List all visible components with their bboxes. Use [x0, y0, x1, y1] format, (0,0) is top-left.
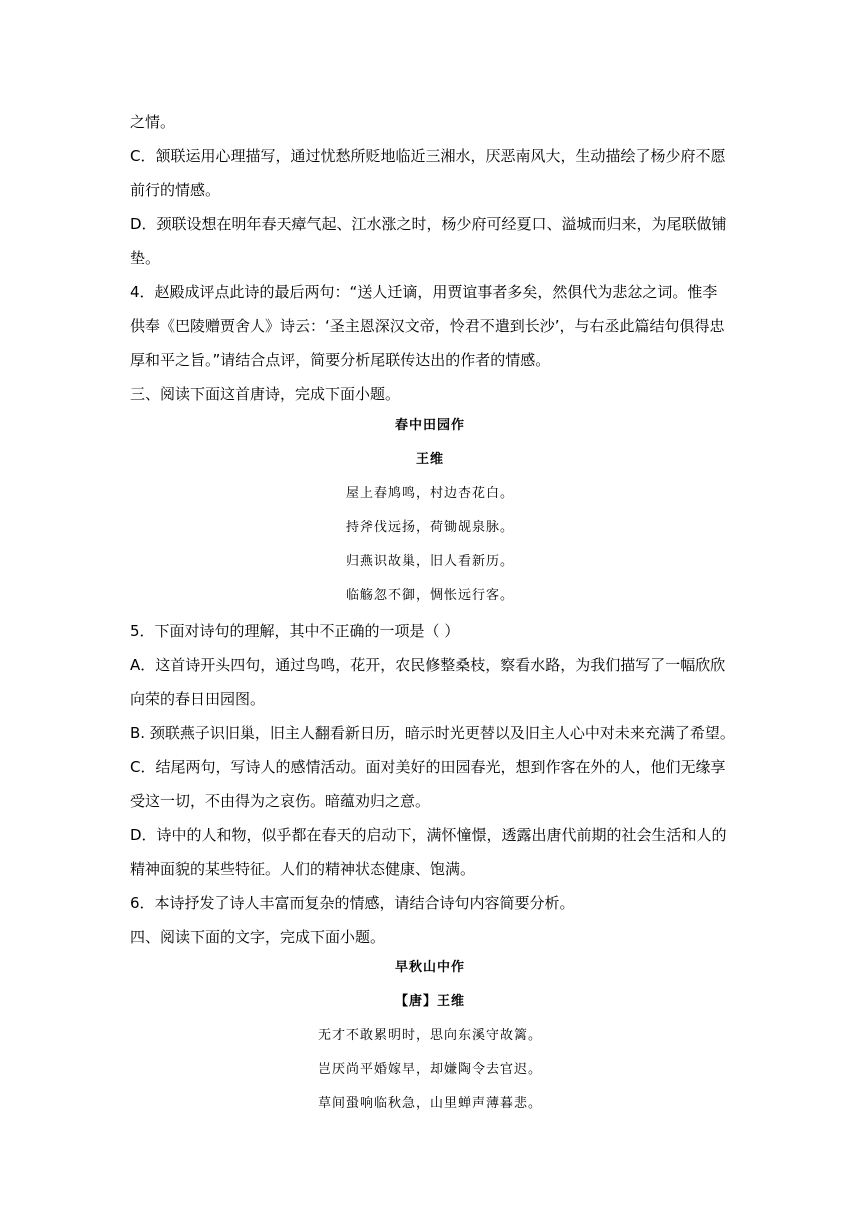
text-line: 之情。 — [130, 113, 176, 131]
option-d-line1: D．颈联设想在明年春天瘴气起、江水涨之时，杨少府可经夏口、溢城而归来，为尾联做铺 — [130, 215, 727, 233]
poem-line: 岂厌尚平婚嫁早，却嫌陶令去官迟。 — [317, 1062, 542, 1077]
poem-author: 【唐】王维 — [394, 994, 465, 1009]
poem-author: 王维 — [415, 452, 444, 467]
section-3-heading: 三、阅读下面这首唐诗，完成下面小题。 — [130, 385, 401, 403]
option-c-line2: 受这一切，不由得为之哀伤。暗蕴劝归之意。 — [130, 792, 431, 810]
option-d-line1: D．诗中的人和物，似乎都在春天的启动下，满怀憧憬，透露出唐代前期的社会生活和人的 — [130, 826, 727, 844]
poem-line: 临觞忽不御，惆怅远行客。 — [345, 588, 514, 603]
section-4-heading: 四、阅读下面的文字，完成下面小题。 — [130, 928, 386, 946]
question-5: 5．下面对诗句的理解，其中不正确的一项是（ ） — [130, 622, 460, 640]
option-a-line1: A．这首诗开头四句，通过鸟鸣，花开，农民修整桑枝，察看水路，为我们描写了一幅欣欣 — [130, 656, 726, 674]
poem-line: 归燕识故巢，旧人看新历。 — [345, 554, 514, 569]
option-a-line2: 向荣的春日田园图。 — [130, 690, 266, 708]
poem-line: 草间蛩响临秋急，山里蝉声薄暮悲。 — [317, 1096, 542, 1111]
poem-line: 屋上春鸠鸣，村边杏花白。 — [345, 486, 514, 501]
option-c-line1: C．结尾两句，写诗人的感情活动。面对美好的田园春光，想到作客在外的人，他们无缘享 — [130, 758, 726, 776]
poem-line: 持斧伐远扬，荷锄觇泉脉。 — [345, 520, 514, 535]
option-b-line1: B. 颈联燕子识旧巢，旧主人翻看新日历，暗示时光更替以及旧主人心中对未来充满了希望。 — [130, 724, 735, 742]
question-4-line1: 4．赵殿成评点此诗的最后两句：“送人迁谪，用贾谊事者多矣，然俱代为悲忿之词。惟李 — [130, 283, 718, 301]
option-c-line2: 前行的情感。 — [130, 181, 221, 199]
option-d-line2: 垫。 — [130, 249, 161, 267]
poem-line: 无才不敢累明时，思向东溪守故篱。 — [317, 1028, 542, 1043]
poem-title: 早秋山中作 — [394, 960, 465, 975]
question-4-line3: 厚和平之旨。”请结合点评，简要分析尾联传达出的作者的情感。 — [130, 351, 551, 369]
option-d-line2: 精神面貌的某些特征。人们的精神状态健康、饱满。 — [130, 860, 476, 878]
option-c-line1: C．颔联运用心理描写，通过忧愁所贬地临近三湘水，厌恶南风大，生动描绘了杨少府不愿 — [130, 147, 726, 165]
poem-title: 春中田园作 — [394, 418, 465, 433]
question-4-line2: 供奉《巴陵赠贾舍人》诗云：‘圣主恩深汉文帝，怜君不遣到长沙’，与右丞此篇结句俱得忠 — [130, 317, 725, 335]
question-6: 6．本诗抒发了诗人丰富而复杂的情感，请结合诗句内容简要分析。 — [130, 894, 575, 912]
